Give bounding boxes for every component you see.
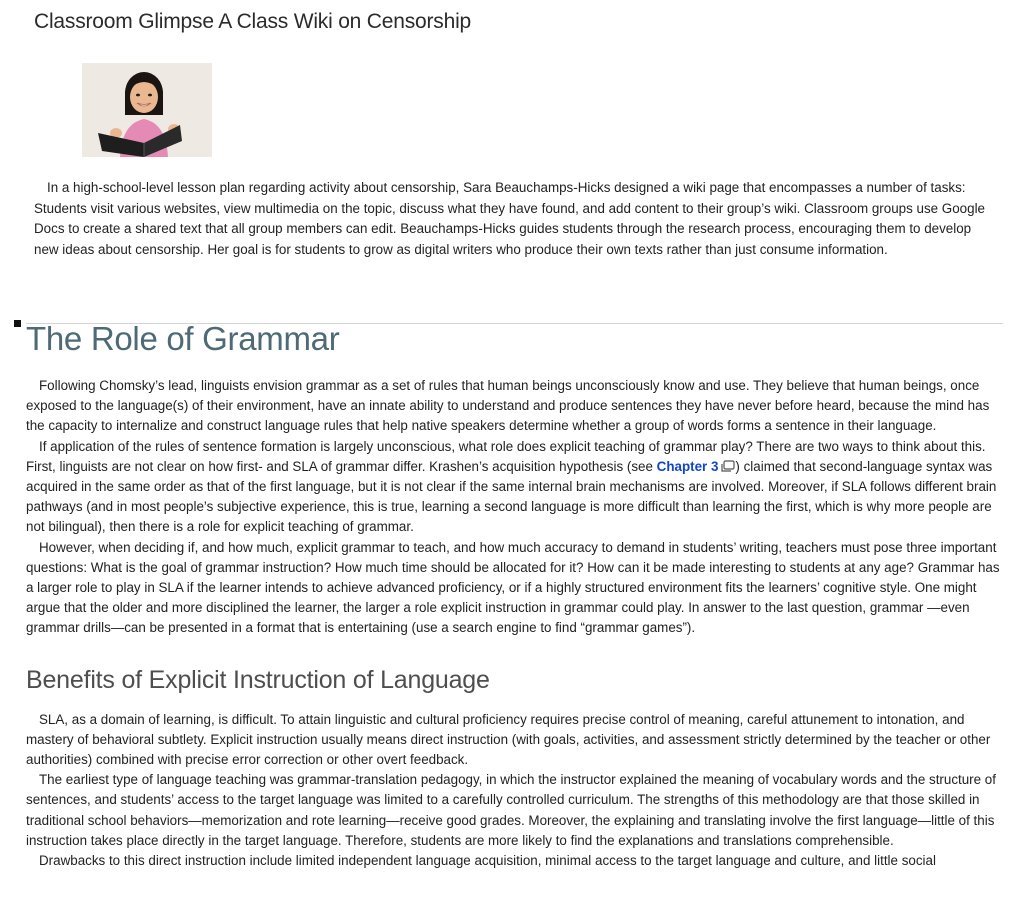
main-content bbox=[26, 320, 1003, 871]
paragraph-text: If application of the rules of sentence formation is largely unconscious, what role does explicit teaching of grammar play? There are two ways to think about this. First, linguists are not clear on how first- and SLA of grammar differ. Krashen’s acquisition hypothesis (see bbox=[26, 438, 986, 474]
paragraph-text: ) claimed that second-language syntax was acquired in the same order as that of the first language, but it is not clear if the same internal brain mechanisms are involved. Moreover, if SLA follows different brain pathways (and in most people’s subjective experience, this is true, learning a second language is more difficult than learning the first, which is why more people are not bilingual), then there is a role for explicit teaching of grammar. bbox=[26, 458, 997, 535]
paragraph: SLA, as a domain of learning, is difficult. To attain linguistic and cultural proficiency requires precise control of meaning, careful attunement to intonation, and mastery of behavioral subtlety. Explicit instruction usually means direct instruction (with goals, activities, and assessment strictly determined by the teacher or other authorities) combined with precise error correction or other overt feedback. bbox=[26, 711, 991, 768]
glimpse-paragraph: In a high-school-level lesson plan regarding activity about censorship, Sara Beauchamps-Hicks designed a wiki page that encompasses a number of tasks: Students visit various websites, view multimedia on the topic, discuss what they have found, and add content to their group’s wiki. Classroom groups use Google Docs to create a shared text that all group members can edit. Beauchamps-Hicks guides students through the research process, encouraging them to develop new ideas about censorship. Her goal is for students to grow as digital writers who produce their own texts rather than just consume information. bbox=[34, 180, 985, 258]
paragraph: Following Chomsky’s lead, linguists envision grammar as a set of rules that human beings unconsciously know and use. They believe that human beings, once exposed to the language(s) of their environment, have an innate ability to understand and produce sentences they have never before heard, because the mind has the capacity to internalize and construct language rules that help native speakers determine whether a group of words forms a sentence in their language. bbox=[26, 378, 990, 434]
benefits-heading: Benefits of Explicit Instruction of Language bbox=[26, 665, 490, 694]
girl-reading-photo bbox=[82, 63, 212, 157]
role-of-grammar-heading: The Role of Grammar bbox=[26, 320, 340, 357]
paragraph: The earliest type of language teaching was grammar-translation pedagogy, in which the instructor explained the meaning of vocabulary words and the structure of sentences, and students’ access to the target language was limited to a carefully controlled curriculum. The strengths of this methodology are that those skilled in traditional school behaviors—memorization and rote learning—receive good grades. Moreover, the explaining and translating involve the first language—little of this instruction takes place directly in the target language. Therefore, students are more likely to find the explanations and translations comprehensible. bbox=[26, 772, 996, 848]
glimpse-title: Classroom Glimpse A Class Wiki on Censorship bbox=[34, 10, 472, 33]
chapter-3-link-label: Chapter 3 bbox=[656, 458, 719, 474]
paragraph bbox=[26, 437, 1003, 538]
classroom-glimpse bbox=[34, 10, 999, 258]
benefits-section bbox=[26, 710, 1003, 872]
role-of-grammar-section bbox=[26, 376, 1003, 639]
paragraph: However, when deciding if, and how much, explicit grammar to teach, and how much accuracy to demand in students’ writing, teachers must pose three important questions: What is the goal of grammar instruction? How much time should be allocated for it? How can it be made interesting to students at any age? Grammar has a larger role to play in SLA if the learner intends to achieve advanced proficiency, or if a highly structured environment fits the learners’ cognitive style. One might argue that the older and more disciplined the learner, the larger a role explicit instruction in grammar could play. In answer to the last question, grammar —even grammar drills—can be presented in a format that is entertaining (use a search engine to find “grammar games”). bbox=[26, 539, 1000, 636]
external-window-icon bbox=[720, 460, 735, 473]
section-marker bbox=[14, 320, 21, 327]
girl-reading-illustration bbox=[82, 63, 212, 157]
chapter-3-link[interactable] bbox=[657, 459, 736, 474]
paragraph: Drawbacks to this direct instruction include limited independent language acquisition, minimal access to the target language and culture, and little social bbox=[39, 853, 936, 869]
